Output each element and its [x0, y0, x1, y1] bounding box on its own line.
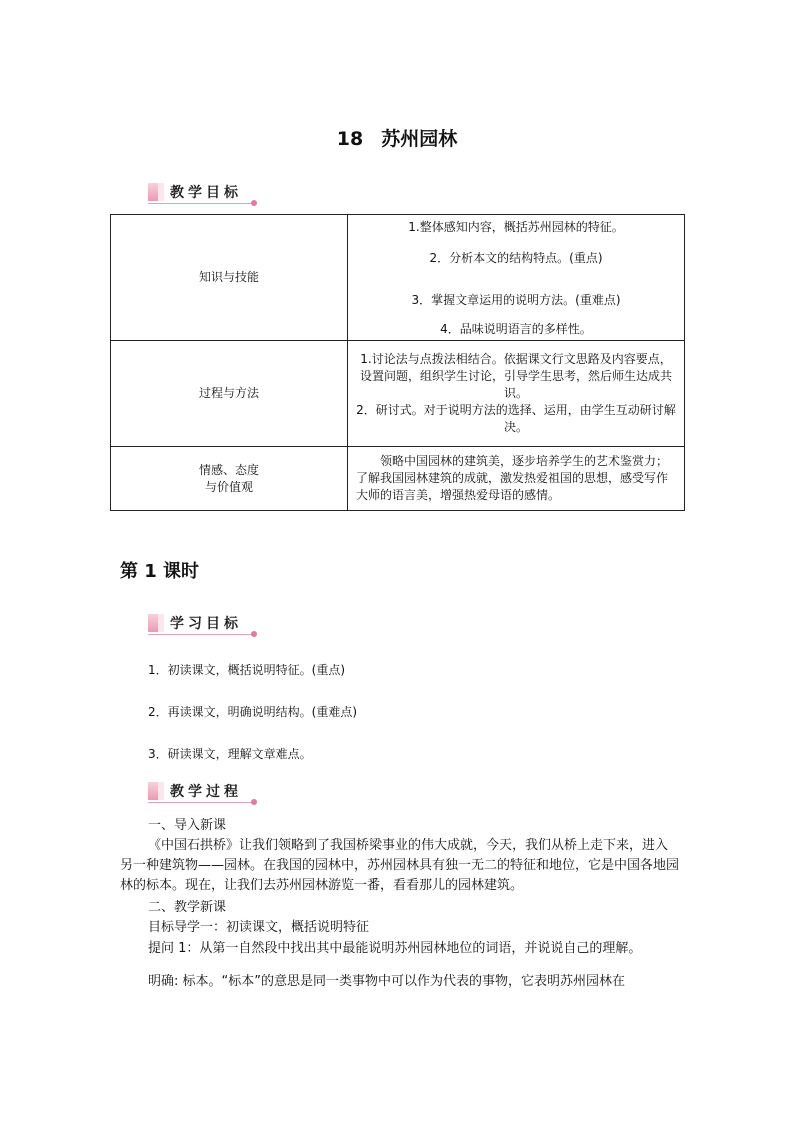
table-content	[348, 215, 685, 341]
section-header-learning-goals	[148, 614, 263, 642]
table-content	[348, 447, 685, 511]
lesson-heading: 第 1 课时	[120, 561, 200, 582]
section-title: 教学过程	[170, 784, 242, 800]
lesson-number: 18	[336, 128, 364, 150]
table-row	[111, 341, 685, 447]
goal-item: 2．研讨式。对于说明方法的选择、运用，由学生互动研讨解决。	[356, 403, 676, 434]
section-underline	[148, 203, 256, 204]
section-title: 学习目标	[170, 616, 242, 632]
goal-item: 1.整体感知内容，概括苏州园林的特征。	[408, 220, 624, 234]
section-dot	[251, 631, 257, 637]
section-dot	[251, 200, 257, 206]
goal-item: 4．品味说明语言的多样性。	[440, 322, 592, 336]
process-heading-1: 一、导入新课	[148, 818, 227, 833]
answer-1: 明确: 标本。“标本”的意思是同一类事物中可以作为代表的事物，它表明苏州园林在	[148, 974, 625, 989]
section-underline	[148, 802, 256, 803]
table-category: 情感、态度 与价值观	[111, 447, 348, 511]
learning-goal-item: 1．初读课文，概括说明特征。(重点)	[148, 663, 345, 677]
table-category: 知识与技能	[111, 215, 348, 341]
goal-item: 1.讨论法与点拨法相结合。依据课文行文思路及内容要点，设置问题，组织学生讨论，引导学生思考，然后师生达成共识。	[359, 352, 672, 400]
goal-item: 2．分析本文的结构特点。(重点)	[429, 251, 603, 265]
section-header-teaching-process	[148, 782, 263, 810]
question-1: 提问 1：从第一自然段中找出其中最能说明苏州园林地位的词语，并说说自己的理解。	[148, 941, 642, 956]
table-row	[111, 215, 685, 341]
lesson-name: 苏州园林	[381, 128, 458, 150]
goal-item: 3．掌握文章运用的说明方法。(重难点)	[411, 293, 621, 307]
process-intro-paragraph: 《中国石拱桥》让我们领略到了我国桥梁事业的伟大成就，今天，我们从桥上走下来，进入另一种建筑物——园林。在我国的园林中，苏州园林具有独一无二的特征和地位，它是中国各地园林的标本。现在，让我们去苏州园林游览一番，看看那儿的园林建筑。	[120, 838, 680, 893]
section-dot	[251, 799, 257, 805]
table-row	[111, 447, 685, 511]
goal-item: 领略中国园林的建筑美，逐步培养学生的艺术鉴赏力；了解我国园林建筑的成就，激发热爱祖国的思想，感受写作大师的语言美，增强热爱母语的感情。	[356, 454, 669, 502]
table-category: 过程与方法	[111, 341, 348, 447]
guide-heading: 目标导学一：初读课文，概括说明特征	[148, 920, 370, 935]
section-header-teaching-goals	[148, 183, 263, 211]
process-heading-2: 二、教学新课	[148, 900, 227, 915]
page-title	[0, 124, 794, 151]
goals-table	[110, 214, 685, 511]
section-title: 教学目标	[170, 185, 242, 201]
table-content	[348, 341, 685, 447]
learning-goal-item: 3．研读课文，理解文章难点。	[148, 747, 312, 761]
section-underline	[148, 634, 256, 635]
learning-goal-item: 2．再读课文，明确说明结构。(重难点)	[148, 705, 357, 719]
